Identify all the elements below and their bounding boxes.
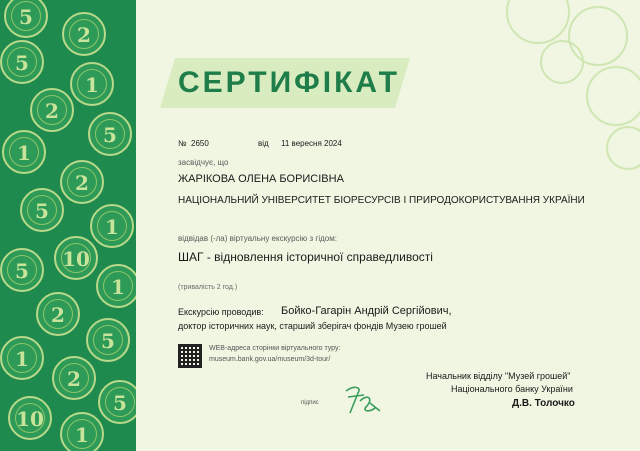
coin-icon: 2 [60,160,104,204]
guide-title: доктор історичних наук, старший зберігач фондів Музею грошей [178,321,447,331]
coin-icon: 5 [0,40,44,84]
date-label: від [258,139,269,148]
signer-position-line2: Національного банку України [451,384,573,394]
coin-icon: 1 [60,412,104,451]
recipient-name: ЖАРІКОВА ОЛЕНА БОРИСІВНА [178,173,344,185]
number-label: № [178,139,187,148]
coin-icon: 2 [52,356,96,400]
certificate-title: СЕРТИФІКАТ [178,66,400,99]
watermark-coin-icon [506,0,570,44]
signature-icon [340,383,384,419]
coin-icon: 2 [62,12,106,56]
coin-icon: 5 [88,112,132,156]
duration-note: (тривалість 2 год.) [178,284,238,291]
coin-icon: 1 [2,130,46,174]
signer-name: Д.В. Толочко [512,398,575,409]
watermark-coin-icon [606,126,640,170]
guide-name: Бойко-Гагарін Андрій Сергійович, [281,305,452,317]
signature-label: підпис [301,400,319,406]
watermark-coin-icon [586,66,640,126]
coin-icon: 1 [90,204,134,248]
web-url-link[interactable]: museum.bank.gov.ua/museum/3d-tour/ [209,356,331,363]
decorative-coin-strip [0,0,136,451]
coin-icon: 1 [0,336,44,380]
signer-position-line1: Начальник відділу "Музей грошей" [426,371,571,381]
qr-code-icon[interactable] [178,344,202,368]
excursion-title: ШАГ - відновлення історичної справедливості [178,250,433,264]
coin-icon: 10 [54,236,98,280]
coin-icon: 5 [0,248,44,292]
coin-icon: 5 [20,188,64,232]
certificate-number: 2650 [191,139,209,148]
coin-icon: 1 [70,62,114,106]
attended-label: відвідав (-ла) віртуальну екскурсію з гідом: [178,234,337,243]
web-label: WEB-адреса сторінки віртуального туру: [209,345,341,352]
watermark-coin-icon [540,40,584,84]
coin-icon: 1 [96,264,136,308]
coin-icon: 2 [30,88,74,132]
coin-icon: 5 [98,380,136,424]
coin-icon: 5 [86,318,130,362]
guide-label: Екскурсію проводив: [178,307,264,317]
institution-name: НАЦІОНАЛЬНИЙ УНІВЕРСИТЕТ БІОРЕСУРСІВ І ПРИРОДОКОРИСТУВАННЯ УКРАЇНИ [178,195,585,206]
coin-icon: 10 [8,396,52,440]
certifies-label: засвідчує, що [178,158,229,167]
coin-icon: 2 [36,292,80,336]
certificate-date: 11 вересня 2024 [281,139,342,148]
coin-icon: 5 [4,0,48,38]
